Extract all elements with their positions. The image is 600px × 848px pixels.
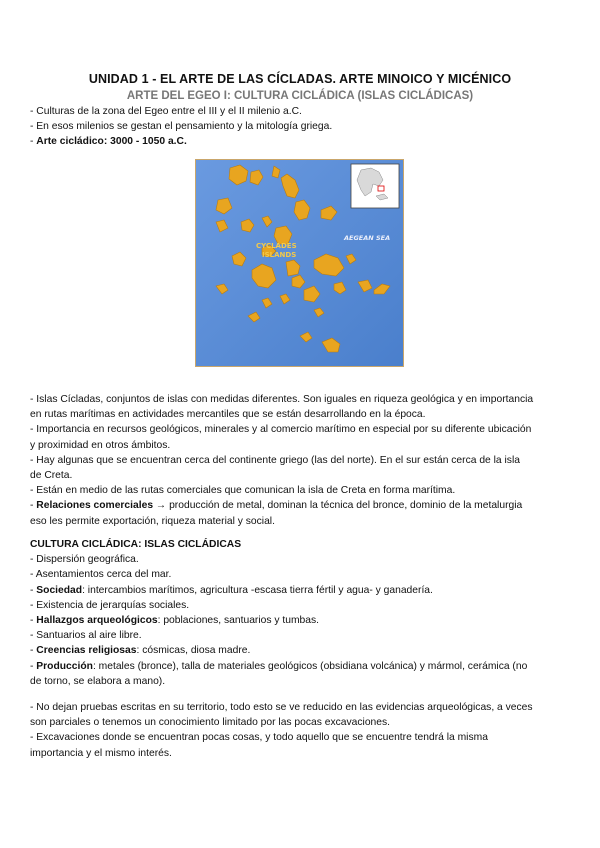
text-line: - Están en medio de las rutas comerciales que comunican la isla de Creta en forma marítima. [30,485,456,497]
map-graphic [196,160,403,366]
text-line: eso les permite exportación, riqueza material y social. [30,515,275,527]
list-item: - Asentamientos cerca del mar. [30,569,172,581]
dash: - [30,500,37,512]
inset-locator [351,164,399,208]
term-text: : intercambios marítimos, agricultura -escasa tierra fértil y agua- y ganadería. [82,584,433,596]
list-item [30,643,580,658]
term: Hallazgos arqueológicos [36,615,158,627]
list-item: - Existencia de jerarquías sociales. [30,599,190,611]
dash: - [30,660,37,672]
dash: - [30,615,37,627]
map-label-sea: AEGEAN SEA [344,234,391,242]
list-item-continued: de torno, se elabora a mano). [30,675,166,687]
section-heading: CULTURA CICLÁDICA: ISLAS CICLÁDICAS [30,539,242,550]
trade-relations-line [30,498,580,513]
list-item [30,583,580,598]
intro-block [30,104,580,150]
list-item [30,659,580,674]
intro-line-bold [30,134,580,149]
dash: - [30,584,37,596]
text-line: en rutas marítimas en actividades mercantiles que se están desarrollando en la época. [30,409,426,421]
text-line: - Islas Cícladas, conjuntos de islas con medidas diferentes. Son iguales en riqueza geológica y en importancia [30,394,534,405]
page-subtitle: ARTE DEL EGEO I: CULTURA CICLÁDICA (ISLAS CICLÁDICAS) [126,90,474,102]
text-line: y proximidad en otros ámbitos. [30,439,171,451]
text-line: de Creta. [30,470,73,482]
map-label-cyclades: CYCLADES [256,242,297,250]
text-line: - Importancia en recursos geológicos, minerales y al comercio marítimo en especial por su diferente ubicación [30,424,532,436]
islands-description-block [30,392,580,529]
text-line: son parciales o tenemos un conocimiento limitado por las pocas excavaciones. [30,717,391,729]
trade-relations-term: Relaciones comerciales [36,500,154,512]
intro-line: - Culturas de la zona del Egeo entre el III y el II milenio a.C. [30,106,302,117]
map-label-islands: ISLANDS [262,251,297,259]
cycladic-culture-section [30,537,580,689]
text-line: - No dejan pruebas escritas en su territorio, todo esto se ve reducido en las evidencias arqueológicas, a veces [30,702,533,713]
term: Producción [36,660,93,672]
term-text: : metales (bronce), talla de materiales geológicos (obsidiana volcánica) y mármol, cerámica (no [92,660,528,672]
term-text: : poblaciones, santuarios y tumbas. [157,615,320,627]
page-title: UNIDAD 1 - EL ARTE DE LAS CÍCLADAS. ARTE MINOICO Y MICÉNICO [88,72,512,86]
text-line: - Excavaciones donde se encuentran pocas cosas, y todo aquello que se encuentre tendrá la misma [30,732,488,744]
list-item: - Dispersión geográfica. [30,554,139,566]
trade-relations-text: → producción de metal, dominan la técnica del bronce, dominio de la metalurgia [153,500,523,512]
closing-block [30,700,580,761]
list-item [30,613,580,628]
term: Creencias religiosas [36,645,137,657]
text-line: importancia y el mismo interés. [30,747,172,759]
text-line: - Hay algunas que se encuentran cerca del continente griego (las del norte). En el sur están cerca de la isla [30,454,520,466]
term-text: : cósmicas, diosa madre. [136,645,251,657]
dash: - [30,136,37,148]
dash: - [30,645,37,657]
cycladic-art-dates: Arte cicládico: 3000 - 1050 a.C. [36,136,187,148]
term: Sociedad [36,584,83,596]
intro-line: - En esos milenios se gestan el pensamiento y la mitología griega. [30,121,333,133]
list-item: - Santuarios al aire libre. [30,630,142,642]
cyclades-map [195,159,404,367]
